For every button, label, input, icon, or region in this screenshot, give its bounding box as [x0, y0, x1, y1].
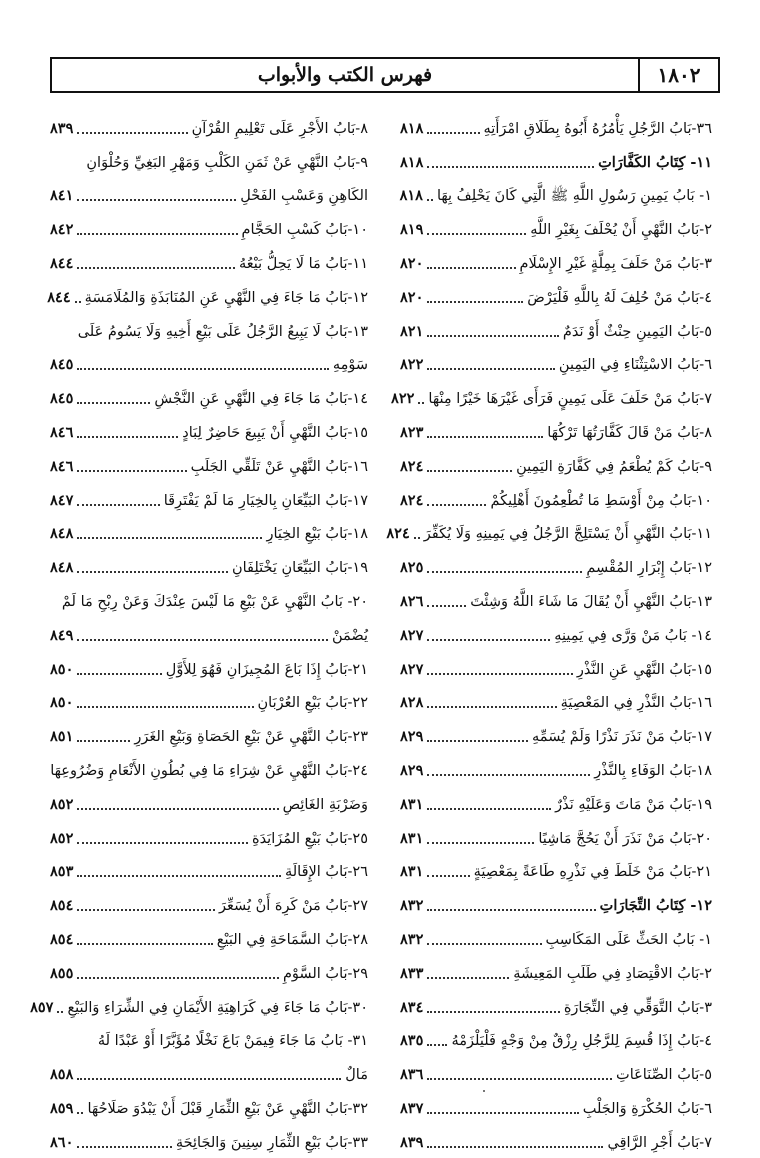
- index-entry: [50, 651, 368, 685]
- index-entry: [50, 516, 368, 550]
- index-entry: [50, 482, 368, 516]
- entry-page-number: ٨١٨: [399, 187, 423, 205]
- entry-page-number: ٨٥٢: [50, 829, 74, 847]
- entry-page-number: ٨٣١: [400, 829, 424, 847]
- entry-page-number: ٨١٨: [400, 119, 424, 137]
- entry-page-number: ٨٤٤: [47, 288, 71, 306]
- index-entry: [400, 482, 712, 516]
- index-entry: [50, 1090, 368, 1124]
- index-entry: [50, 1056, 368, 1090]
- entry-title: ٢٨-بَابُ السَّمَاحَةِ فِي البَيْعِ: [216, 931, 368, 948]
- entry-page-number: ٨٣٩: [400, 1133, 424, 1151]
- entry-page-number: ٨٥٥: [50, 964, 74, 982]
- entry-title: ٣٠-بَابُ مَا جَاءَ فِي كَرَاهِيَةِ الأَيْمَانِ فِي الشِّرَاءِ وَالبَيْعِ: [67, 999, 368, 1016]
- index-entry: [400, 178, 712, 212]
- dot-leader: [77, 368, 328, 370]
- dot-leader: [427, 267, 515, 269]
- entry-title: ٩-بَابُ النَّهْيِ عَنْ ثَمَنِ الكَلْبِ وَمَهْرِ البَغِيِّ وَحُلْوَانِ: [86, 154, 368, 171]
- index-entry: [50, 549, 368, 583]
- dot-leader: [77, 402, 150, 404]
- entry-page-number: ٨٢٤: [386, 525, 410, 543]
- entry-page-number: ٨٣٢: [400, 897, 424, 915]
- entry-page-number: ٨٤٥: [50, 390, 74, 408]
- index-entry: [391, 380, 712, 414]
- entry-title: ٢-بَابُ الاقْتِصَادِ فِي طَلَبِ المَعِيشَةِ: [513, 965, 712, 982]
- entry-page-number: ٨٣٤: [400, 998, 424, 1016]
- index-entry: [400, 989, 712, 1023]
- entry-page-number: ٨٣١: [400, 795, 424, 813]
- dot-leader: [427, 740, 528, 742]
- entry-page-number: ٨٣٥: [400, 1032, 424, 1050]
- dot-leader: [427, 436, 543, 438]
- entry-page-number: ٨٣٢: [400, 930, 424, 948]
- dot-leader: [427, 571, 582, 573]
- entry-title: ١٧-بَابُ مَنْ نَذَرَ نَذْرًا وَلَمْ يُسَمِّهِ: [532, 729, 712, 746]
- entry-title: ٦-بَابُ الاسْتِثْنَاءِ فِي اليَمِينِ: [558, 357, 712, 374]
- dot-leader: [427, 301, 523, 303]
- dot-leader: [77, 470, 186, 472]
- entry-title: ٢٣-بَابُ النَّهْيِ عَنْ بَيْعِ الحَصَاةِ وَبَيْعِ الغَرَرِ: [134, 729, 368, 746]
- dot-leader: [414, 537, 420, 539]
- page-number: ١٨٠٢: [657, 63, 701, 87]
- entry-title: ٢٠- بَابُ النَّهْيِ عَنْ بَيْعِ مَا لَيْسَ عِنْدَكَ وَعَنْ رِبْحِ مَا لَمْ: [61, 593, 368, 610]
- entry-title: ٢٥-بَابُ بَيْعِ المُزَايَدَةِ: [251, 830, 368, 847]
- entry-page-number: ٨٢٢: [391, 390, 415, 408]
- index-entry: [386, 516, 712, 550]
- entry-page-number: ٨٣٩: [50, 119, 74, 137]
- index-entry: [400, 211, 712, 245]
- dot-leader: [77, 706, 253, 708]
- entry-title: ٤-بَابُ إِذَا قُسِمَ لِلرَّجُلِ رِزْقٌ مِنْ وَجْهٍ فَلْيَلْزَمْهُ: [451, 1033, 712, 1050]
- entry-title: سَوْمِهِ: [332, 357, 368, 374]
- entry-title: ١١-بَابُ النَّهْيِ أَنْ يَسْتَلِجَّ الرَّجُلُ فِي يَمِينِهِ وَلَا يُكَفِّرَ: [423, 526, 712, 543]
- page-title: فهرس الكتب والأبواب: [257, 64, 433, 86]
- dot-leader: [427, 673, 572, 675]
- entry-page-number: ٨٦٠: [50, 1133, 74, 1151]
- entry-title: ١٢-بَابُ مَا جَاءَ فِي النَّهْيِ عَنِ المُنَابَذَةِ وَالمُلَامَسَةِ: [84, 289, 368, 306]
- entry-page-number: ٨٤٨: [50, 559, 74, 577]
- dot-leader: [427, 1044, 447, 1046]
- entry-title: ٥-بَابُ الصِّنَاعَاتِ: [616, 1067, 712, 1084]
- entry-title: ٢٧-بَابُ مَنْ كَرِهَ أَنْ يُسَعِّرَ: [219, 898, 368, 915]
- dot-leader: [427, 504, 486, 506]
- entry-page-number: ٨٤٤: [50, 254, 74, 272]
- dot-leader: [427, 977, 509, 979]
- index-column-right: [386, 110, 712, 1158]
- index-entry: [50, 786, 368, 820]
- dot-leader: [77, 909, 215, 911]
- index-entry: [50, 144, 368, 178]
- dot-leader: [77, 673, 161, 675]
- index-entry: [400, 583, 712, 617]
- index-entry: [50, 617, 368, 651]
- entry-page-number: ٨٥٩: [50, 1099, 74, 1117]
- entry-page-number: ٨٣١: [400, 863, 424, 881]
- dot-leader: [427, 1112, 578, 1114]
- entry-page-number: ٨٤٨: [50, 525, 74, 543]
- entry-page-number: ٨٤٦: [50, 457, 74, 475]
- entry-title: ١٥-بَابُ النَّهْيِ عَنِ النَّذْرِ: [576, 661, 712, 678]
- index-section-heading: [400, 887, 712, 921]
- dot-leader: [77, 571, 228, 573]
- entry-title: ٢١-بَابُ مَنْ خَلَطَ فِي نَذْرِهِ طَاعَةً بِمَعْصِيَةٍ: [473, 864, 712, 881]
- index-entry: [400, 549, 712, 583]
- entry-title: ٧-بَابُ أَجْرِ الرَّاقِي: [607, 1134, 712, 1151]
- index-entry: [50, 245, 368, 279]
- page-header: [50, 57, 720, 93]
- entry-title: ٣-بَابُ مَنْ حَلَفَ بِمِلَّةٍ غَيْرِ الإِسْلَامِ: [519, 255, 712, 272]
- index-entry: [50, 1023, 368, 1057]
- index-entry: [400, 448, 712, 482]
- entry-title: ٧-بَابُ مَنْ حَلَفَ عَلَى يَمِينٍ فَرَأَى غَيْرَهَا خَيْرًا مِنْهَا: [428, 391, 712, 408]
- dot-leader: [77, 199, 236, 201]
- dot-leader: [77, 875, 281, 877]
- index-entry: [400, 617, 712, 651]
- entry-title: ٢١-بَابُ إِذَا بَاعَ المُجِيزَانِ فَهُوَ لِلأَوَّلِ: [165, 661, 368, 678]
- dot-leader: [427, 368, 555, 370]
- index-entry: [400, 921, 712, 955]
- entry-page-number: ٨٢٩: [400, 728, 424, 746]
- entry-title: ٢-بَابُ النَّهْيِ أَنْ يُحْلَفَ بِغَيْرِ اللَّهِ: [530, 222, 712, 239]
- index-entry: [50, 448, 368, 482]
- dot-leader: [427, 943, 541, 945]
- index-entry: [400, 820, 712, 854]
- dot-leader: [427, 166, 594, 168]
- entry-title: ٣-بَابُ التَّوَقِّي فِي التِّجَارَةِ: [563, 999, 712, 1016]
- dot-leader: [418, 402, 424, 404]
- entry-page-number: ٨٣٧: [400, 1099, 424, 1117]
- dot-leader: [427, 1078, 612, 1080]
- dot-leader: [77, 1112, 83, 1114]
- dot-leader: [77, 740, 130, 742]
- dot-leader: [427, 842, 534, 844]
- index-entry: [400, 347, 712, 381]
- dot-leader: [77, 132, 187, 134]
- index-entry: [400, 718, 712, 752]
- dot-leader: [77, 267, 235, 269]
- dot-leader: [77, 1146, 172, 1148]
- entry-title: ٨-بَابُ الأَجْرِ عَلَى تَعْلِيمِ القُرْآنِ: [191, 120, 368, 137]
- index-entry: [50, 178, 368, 212]
- entry-page-number: ٨٢٤: [400, 491, 424, 509]
- entry-title: ٣٣-بَابُ بَيْعِ الثِّمَارِ سِنِينَ وَالجَائِحَةِ: [175, 1134, 368, 1151]
- entry-page-number: ٨٢٧: [400, 660, 424, 678]
- entry-title: ١٩-بَابُ مَنْ مَاتَ وَعَلَيْهِ نَذْرٌ: [555, 796, 712, 813]
- index-entry: [50, 1124, 368, 1158]
- entry-title: ١٥-بَابُ النَّهْيِ أَنْ يَبِيعَ حَاضِرٌ لِبَادٍ: [182, 424, 368, 441]
- index-entry: [47, 279, 368, 313]
- dot-leader: [77, 977, 279, 979]
- entry-title: ٢٢-بَابُ بَيْعِ العُرْبَانِ: [257, 695, 368, 712]
- entry-title: ١٣-بَابُ النَّهْيِ أَنْ يُقَالَ مَا شَاءَ اللَّهُ وَشِئْتَ: [470, 593, 712, 610]
- entry-page-number: ٨٥١: [50, 728, 74, 746]
- entry-page-number: ٨٥٠: [50, 694, 74, 712]
- index-entry: [50, 110, 368, 144]
- entry-title: ٩-بَابُ كَمْ يُطْعَمُ فِي كَفَّارَةِ اليَمِينِ: [516, 458, 712, 475]
- dot-leader: [427, 1011, 559, 1013]
- dot-leader: [77, 537, 262, 539]
- dot-leader: [427, 706, 556, 708]
- entry-title: ٢٤-بَابُ النَّهْيِ عَنْ شِرَاءِ مَا فِي بُطُونِ الأَنْعَامِ وَضُرُوعِهَا: [50, 762, 368, 779]
- entry-title: ١٨-بَابُ الوَفَاءِ بِالنَّذْرِ: [594, 762, 712, 779]
- entry-title: ١٢- كِتَابُ التِّجَارَاتِ: [599, 897, 712, 915]
- entry-page-number: ٨٣٣: [400, 964, 424, 982]
- index-entry: [50, 854, 368, 888]
- index-entry: [50, 718, 368, 752]
- entry-page-number: ٨٢٥: [400, 559, 424, 577]
- entry-page-number: ٨٢٤: [400, 457, 424, 475]
- index-entry: [30, 989, 368, 1023]
- entry-page-number: ٨٤٦: [50, 423, 74, 441]
- dot-leader: [427, 605, 466, 607]
- entry-page-number: ٨٤١: [50, 187, 74, 205]
- index-entry: [400, 786, 712, 820]
- entry-title: ١٧-بَابُ البَيِّعَانِ بِالخِيَارِ مَا لَمْ يَفْتَرِقَا: [163, 492, 368, 509]
- entry-title: ٦-بَابُ الحُكْرَةِ وَالجَلْبِ: [582, 1100, 712, 1117]
- dot-leader: [427, 875, 469, 877]
- entry-title: ١٢-بَابُ إِبْرَارِ المُقْسِمِ: [586, 560, 712, 577]
- dot-leader: [427, 470, 512, 472]
- dot-leader: [427, 808, 551, 810]
- entry-page-number: ٨٥٨: [50, 1066, 74, 1084]
- entry-page-number: ٨١٩: [400, 221, 424, 239]
- dot-leader: [427, 909, 595, 911]
- entry-title: ٢٩-بَابُ السَّوْمِ: [282, 965, 368, 982]
- index-entry: [400, 110, 712, 144]
- index-entry: [400, 955, 712, 989]
- entry-page-number: ٨٢٠: [400, 288, 424, 306]
- entry-page-number: ٨٢٩: [400, 761, 424, 779]
- index-entry: [400, 313, 712, 347]
- entry-title: وَضَرْبَةِ الغَائِصِ: [282, 796, 368, 813]
- entry-page-number: ٨٥٤: [50, 897, 74, 915]
- dot-leader: [427, 233, 526, 235]
- dot-leader: [77, 436, 178, 438]
- entry-page-number: ٨٢٦: [400, 592, 424, 610]
- dot-leader: [77, 504, 159, 506]
- index-entry: [50, 921, 368, 955]
- scan-speck: [483, 1090, 485, 1092]
- entry-title: ١٦-بَابُ النَّهْيِ عَنْ تَلَقِّي الجَلَبِ: [190, 458, 368, 475]
- index-column-left: [30, 110, 368, 1158]
- index-entry: [400, 414, 712, 448]
- index-entry: [50, 583, 368, 617]
- index-entry: [400, 1056, 712, 1090]
- index-entry: [50, 380, 368, 414]
- entry-page-number: ٨٣٦: [400, 1066, 424, 1084]
- dot-leader: [427, 1146, 603, 1148]
- index-entry: [50, 685, 368, 719]
- dot-leader: [427, 774, 590, 776]
- entry-page-number: ٨١٨: [400, 153, 424, 171]
- dot-leader: [427, 335, 559, 337]
- entry-title: ١- بَابُ الحَثِّ عَلَى المَكَاسِبِ: [545, 931, 712, 948]
- dot-leader: [77, 943, 212, 945]
- entry-title: ١٠-بَابُ مِنْ أَوْسَطِ مَا تُطْعِمُونَ أَهْلِيكُمْ: [490, 492, 712, 509]
- index-entry: [400, 651, 712, 685]
- dot-leader: [77, 842, 248, 844]
- entry-title: ١٨-بَابُ بَيْعِ الخِيَارِ: [266, 526, 368, 543]
- index-entry: [400, 1090, 712, 1124]
- entry-title: ٣٢-بَابُ النَّهْيِ عَنْ بَيْعِ الثِّمَارِ قَبْلَ أَنْ يَبْدُوَ صَلَاحُهَا: [87, 1100, 368, 1117]
- entry-title: ٢٠-بَابُ مَنْ نَذَرَ أَنْ يَحُجَّ مَاشِيًا: [538, 830, 712, 847]
- dot-leader: [427, 199, 433, 201]
- entry-title: ١٤-بَابُ مَا جَاءَ فِي النَّهْيِ عَنِ النَّجْشِ: [154, 391, 368, 408]
- entry-page-number: ٨٥٤: [50, 930, 74, 948]
- dot-leader: [427, 132, 479, 134]
- dot-leader: [77, 1078, 341, 1080]
- entry-title: يُضْمَنْ: [331, 627, 368, 644]
- dot-leader: [427, 639, 550, 641]
- index-entry: [50, 820, 368, 854]
- entry-page-number: ٨٤٧: [50, 491, 74, 509]
- dot-leader: [75, 301, 81, 303]
- entry-page-number: ٨٥٧: [30, 998, 54, 1016]
- entry-title: ٣١- بَابُ مَا جَاءَ فِيمَنْ بَاعَ نَخْلًا مُؤَبَّرًا أَوْ عَبْدًا لَهُ: [97, 1033, 368, 1050]
- entry-page-number: ٨٢٢: [400, 356, 424, 374]
- entry-title: ٥-بَابُ اليَمِينِ حِنْثٌ أَوْ نَدَمٌ: [562, 323, 712, 340]
- dot-leader: [57, 1011, 63, 1013]
- entry-page-number: ٨٢٣: [400, 423, 424, 441]
- entry-page-number: ٨٢٠: [400, 254, 424, 272]
- index-entry: [400, 279, 712, 313]
- entry-title: ١- بَابُ يَمِينِ رَسُولِ اللَّهِ ﷺ الَّتِي كَانَ يَحْلِفُ بِهَا: [436, 188, 712, 205]
- entry-title: ٣٦-بَابُ الرَّجُلِ يَأْمُرُهُ أَبُوهُ بِطَلَاقِ امْرَأَتِهِ: [483, 120, 712, 137]
- entry-title: ٢٦-بَابُ الإِقَالَةِ: [284, 864, 368, 881]
- index-entry: [50, 414, 368, 448]
- dot-leader: [77, 808, 278, 810]
- index-entry: [400, 752, 712, 786]
- entry-page-number: ٨٢٧: [400, 626, 424, 644]
- entry-title: ١١-بَابُ مَا لَا يَحِلُّ بَيْعُهُ: [238, 255, 368, 272]
- entry-page-number: ٨٤٢: [50, 221, 74, 239]
- entry-title: ١١- كِتَابُ الكَفَّارَاتِ: [598, 153, 712, 171]
- entry-page-number: ٨٤٩: [50, 626, 74, 644]
- entry-title: ١٤- بَابُ مَنْ وَرَّى فِي يَمِينِهِ: [554, 627, 712, 644]
- index-entry: [50, 211, 368, 245]
- index-entry: [400, 1023, 712, 1057]
- dot-leader: [77, 639, 328, 641]
- entry-title: ١٦-بَابُ النَّذْرِ فِي المَعْصِيَةِ: [560, 695, 712, 712]
- index-entry: [50, 347, 368, 381]
- entry-title: ٤-بَابُ مَنْ حُلِفَ لَهُ بِاللَّهِ فَلْيَرْضَ: [527, 289, 712, 306]
- entry-page-number: ٨٢٨: [400, 694, 424, 712]
- entry-title: ٨-بَابُ مَنْ قَالَ كَفَّارَتُهَا تَرْكُهَا: [547, 424, 712, 441]
- entry-title: ١٣-بَابُ لَا يَبِيعُ الرَّجُلُ عَلَى بَيْعِ أَخِيهِ وَلَا يَسُومُ عَلَى: [77, 323, 368, 340]
- entry-page-number: ٨٥٢: [50, 795, 74, 813]
- index-entry: [400, 1124, 712, 1158]
- header-divider: [638, 59, 640, 91]
- index-entry: [400, 685, 712, 719]
- index-entry: [400, 854, 712, 888]
- entry-title: ١٩-بَابُ البَيِّعَانِ يَخْتَلِفَانِ: [231, 560, 368, 577]
- entry-title: الكَاهِنِ وَعَسْبِ الفَحْلِ: [240, 188, 368, 205]
- index-entry: [400, 245, 712, 279]
- index-entry: [50, 887, 368, 921]
- entry-page-number: ٨٥٠: [50, 660, 74, 678]
- index-entry: [50, 955, 368, 989]
- index-entry: [50, 752, 368, 786]
- entry-page-number: ٨٤٥: [50, 356, 74, 374]
- index-section-heading: [400, 144, 712, 178]
- entry-title: مَالٌ: [345, 1067, 368, 1084]
- index-entry: [50, 313, 368, 347]
- entry-page-number: ٨٢١: [400, 322, 424, 340]
- dot-leader: [77, 233, 237, 235]
- entry-title: ١٠-بَابُ كَسْبِ الحَجَّامِ: [241, 222, 368, 239]
- entry-page-number: ٨٥٣: [50, 863, 74, 881]
